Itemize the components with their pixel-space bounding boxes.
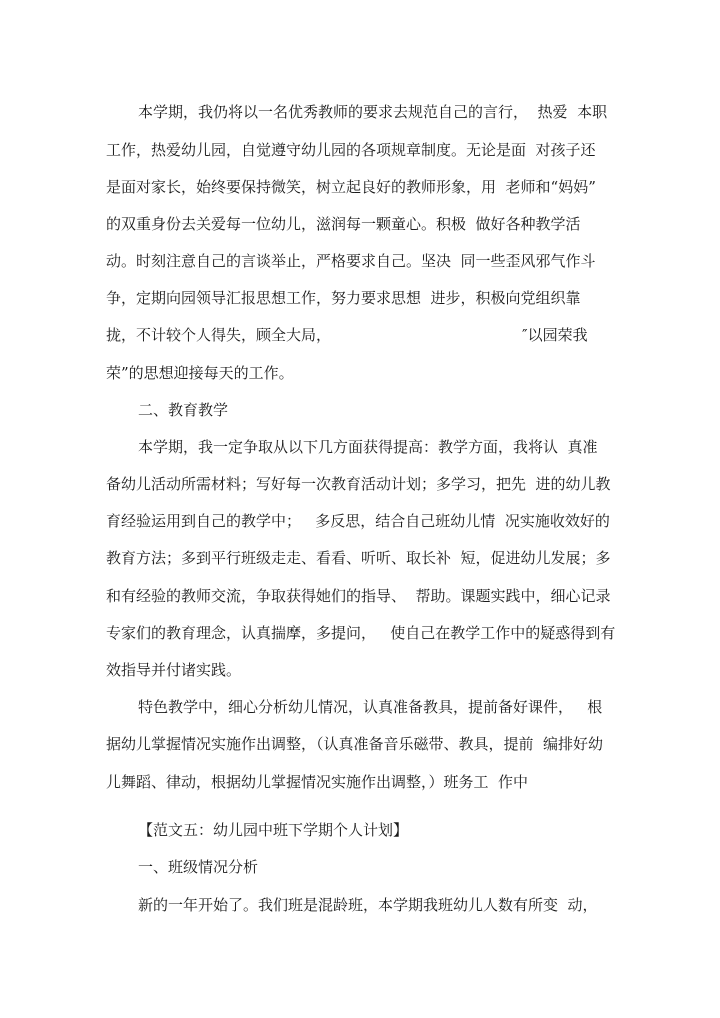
paragraph-line: 教育方法；多到平行班级走走、看看、听听、取长补 短，促进幼儿发展；多 [106, 549, 611, 567]
section-heading: 二、教育教学 [138, 401, 229, 419]
paragraph-line: 的双重身份去关爱每一位幼儿，滋润每一颗童心。积极 做好各种教学活 [106, 215, 581, 233]
paragraph-line: ″以园荣我 [522, 326, 588, 344]
paragraph-line: 是面对家长，始终要保持微笑，树立起良好的教师形象，用 老师和“妈妈” [106, 178, 596, 196]
section-heading: 一、班级情况分析 [138, 858, 259, 876]
paragraph-line: 效指导并付诸实践。 [106, 661, 242, 679]
paragraph-line: 本学期，我一定争取从以下几方面获得提高：教学方面，我将认 真准 [138, 438, 598, 456]
paragraph-line: 育经验运用到自己的教学中； 多反思，结合自己班幼儿情 况实施收效好的 [106, 512, 610, 530]
paragraph-line: 据幼儿掌握情况实施作出调整，（认真准备音乐磁带、教具，提前 编排好幼 [106, 735, 604, 753]
paragraph-line: 备幼儿活动所需材料；写好每一次教育活动计划；多学习，把先 进的幼儿教 [106, 475, 611, 493]
paragraph-line: 新的一年开始了。我们班是混龄班，本学期我班幼儿人数有所变 动， [138, 896, 598, 914]
paragraph-line: 动。时刻注意自己的言谈举止，严格要求自己。坚决 同一些歪风邪气作斗 [106, 252, 596, 270]
paragraph-line: 儿舞蹈、律动，根据幼儿掌握情况实施作出调整，）班务工 作中 [106, 773, 529, 791]
paragraph-line: 拢，不计较个人得失，顾全大局， [106, 326, 332, 344]
paragraph-line: 专家们的教育理念，认真揣摩，多提问， 使自己在教学工作中的疑惑得到有 [106, 624, 616, 642]
paragraph-line: 和有经验的教师交流，争取获得她们的指导、 帮助。课题实践中，细心记录 [106, 587, 611, 605]
paragraph-line: 荣”的思想迎接每天的工作。 [106, 364, 294, 382]
paragraph-line: 争，定期向园领导汇报思想工作，努力要求思想 进步，积极向党组织靠 [106, 289, 581, 307]
paragraph-line: 工作，热爱幼儿园，自觉遵守幼儿园的各项规章制度。无论是面 对孩子还 [106, 141, 596, 159]
section-heading: 【范文五：幼儿园中班下学期个人计划】 [138, 821, 409, 839]
paragraph-line: 特色教学中，细心分析幼儿情况，认真准备教具，提前备好课件， 根 [138, 698, 603, 716]
paragraph-line: 本学期，我仍将以一名优秀教师的要求去规范自己的言行， 热爱 本职 [138, 103, 608, 121]
